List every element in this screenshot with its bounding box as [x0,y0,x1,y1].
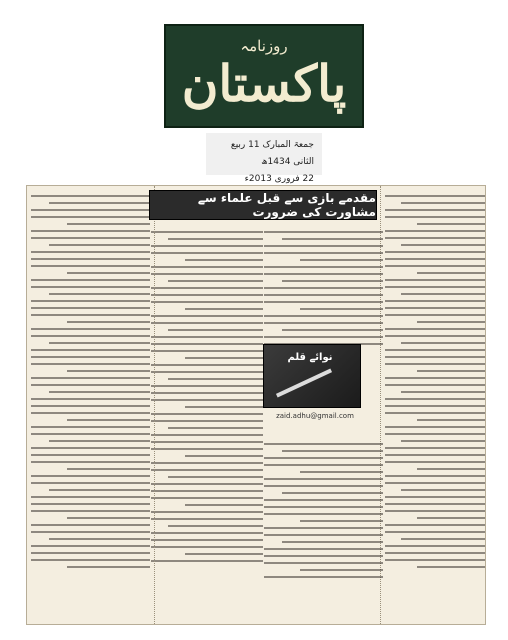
dateline-hijri: جمعۃ المبارک 11 ربیع الثانی 1434ھ [230,140,314,167]
author-email: zaid.adhu@gmail.com [276,412,354,420]
dateline-box [206,133,322,184]
article-clipping [26,185,486,625]
article-column-4 [27,186,155,624]
article-column-3 [147,186,267,624]
dateline-gregorian: 22 فروری 2013ء [244,174,314,184]
masthead-title: پاکستان [181,54,347,113]
article-headline: مقدمے بازی سے قبل علماء سے مشاورت کی ضرورت [149,190,377,220]
pen-icon [276,369,332,398]
article-column-1 [380,186,486,624]
masthead-subtitle: روزنامہ [240,37,288,55]
column-name-badge: نوائے قلم [287,352,333,363]
newspaper-masthead [164,24,364,128]
